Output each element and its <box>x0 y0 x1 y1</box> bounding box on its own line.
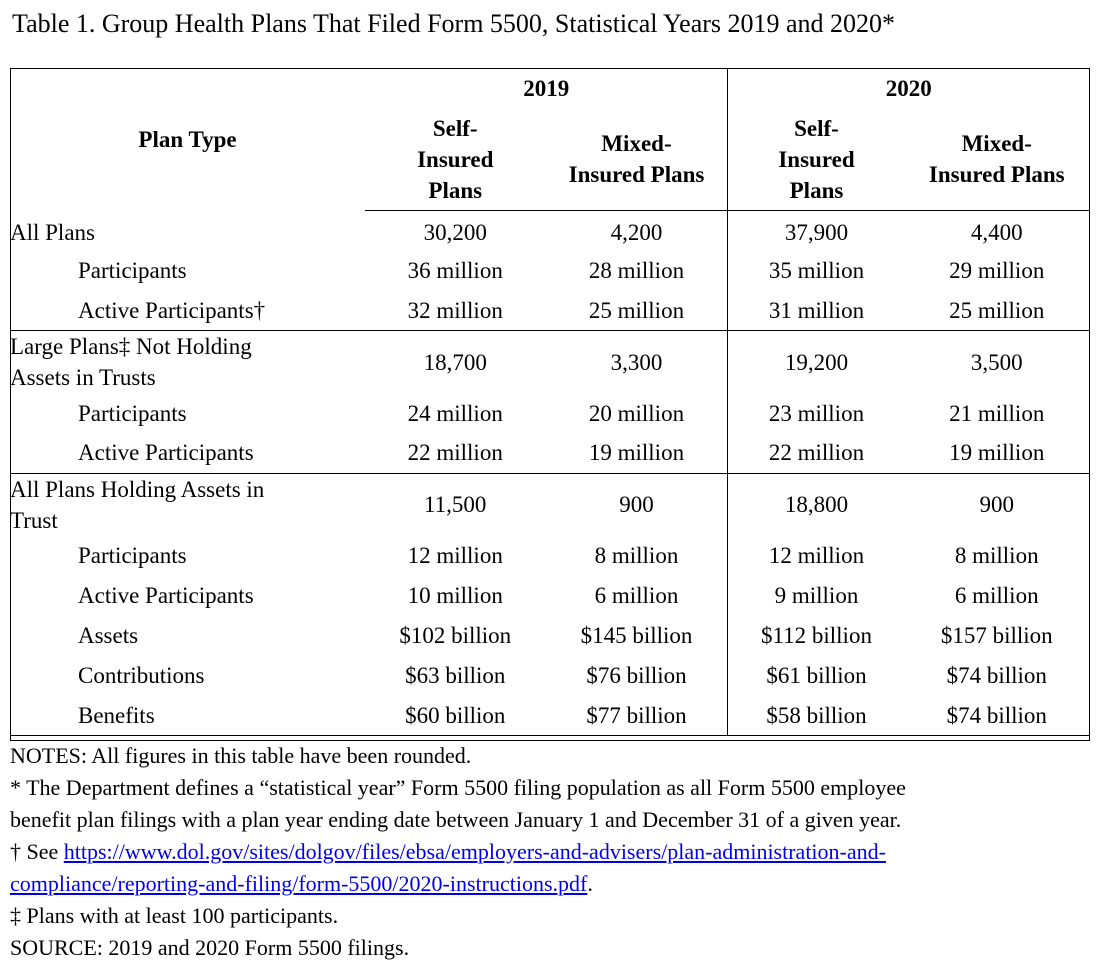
row-label: Participants <box>78 400 187 426</box>
table-cell: 18,700 <box>423 349 487 375</box>
table-cell: 18,800 <box>728 473 904 536</box>
table-cell: 6 million <box>594 583 679 608</box>
table-cell: 32 million <box>365 291 546 331</box>
table-cell: 3,300 <box>610 349 663 375</box>
table-cell: 19 million <box>545 433 728 473</box>
instructions-link-part1[interactable]: https://www.dol.gov/sites/dolgov/files/ebsa/employers-and-advisers/plan-administration-and- <box>63 839 886 864</box>
table-cell: 24 million <box>407 400 503 426</box>
instructions-link-part2[interactable]: compliance/reporting-and-filing/form-5500/2020-instructions.pdf <box>10 871 588 896</box>
table-cell: 10 million <box>407 583 503 608</box>
plan-type-header: Plan Type <box>138 126 237 152</box>
table-cell: 19 million <box>904 433 1089 473</box>
table-row <box>10 331 1089 394</box>
table-cell: 25 million <box>545 291 728 331</box>
table-cell: 22 million <box>728 433 904 473</box>
table-cell: $77 billion <box>545 696 728 736</box>
table-cell: 28 million <box>588 258 685 283</box>
subheader-mixed-insured-2020: Mixed- Insured Plans <box>904 108 1089 211</box>
row-label: All Plans <box>10 220 95 245</box>
subheader-self-insured-2020: Self- Insured Plans <box>728 108 904 211</box>
table-cell: 30,200 <box>423 220 487 246</box>
row-label: Contributions <box>78 663 205 688</box>
row-label: All Plans Holding Assets in Trust <box>10 476 265 533</box>
table-cell: 25 million <box>904 291 1089 331</box>
table-row <box>10 656 1089 696</box>
table-cell: 3,500 <box>970 349 1023 375</box>
table-row <box>10 433 1089 473</box>
table-cell: 8 million <box>594 543 679 568</box>
notes-source: SOURCE: 2019 and 2020 Form 5500 filings. <box>10 935 410 960</box>
table-row <box>10 696 1089 736</box>
table-cell: $60 billion <box>365 696 546 736</box>
table-cell: 35 million <box>728 251 904 291</box>
table-cell: 900 <box>619 492 654 517</box>
table-cell: 4,200 <box>610 220 663 246</box>
table-cell: $74 billion <box>904 696 1089 736</box>
table-row <box>10 251 1089 291</box>
row-label: Assets <box>78 623 139 648</box>
year-header-2020: 2020 <box>728 68 1089 108</box>
row-label: Active Participants <box>78 583 254 608</box>
notes-rounding: NOTES: All figures in this table have been rounded. <box>10 743 472 768</box>
table-cell: 31 million <box>728 291 904 331</box>
table-row <box>10 536 1089 576</box>
notes-dagger-cont: compliance/reporting-and-filing/form-5500/2020-instructions.pdf. <box>10 871 593 896</box>
table-row <box>10 576 1089 616</box>
table-notes <box>10 740 1110 964</box>
table-row <box>10 393 1089 433</box>
table-cell: 12 million <box>407 543 503 568</box>
data-table <box>10 68 1089 736</box>
table-cell: $102 billion <box>399 623 512 648</box>
subheader-self-insured-2019: Self- Insured Plans <box>365 108 546 211</box>
row-label: Active Participants† <box>10 291 365 331</box>
row-label: Participants <box>78 543 187 568</box>
notes-dagger: † See https://www.dol.gov/sites/dolgov/files/ebsa/employers-and-advisers/plan-administration-and- <box>10 839 886 864</box>
table-cell: 6 million <box>954 583 1039 608</box>
notes-statistical-year-1: * The Department defines a “statistical year” Form 5500 filing population as all Form 5500 employee <box>10 775 906 800</box>
table-cell: 21 million <box>949 400 1045 426</box>
table-cell: 20 million <box>588 400 685 426</box>
table-cell: 12 million <box>728 536 904 576</box>
subheader-mixed-insured-2019: Mixed- Insured Plans <box>545 108 728 211</box>
row-label: Large Plans‡ Not Holding Assets in Trusts <box>10 334 252 390</box>
table-cell: 36 million <box>407 258 503 283</box>
year-header-2019: 2019 <box>523 75 570 101</box>
table-cell: $74 billion <box>946 663 1047 688</box>
table-cell: $112 billion <box>728 616 904 656</box>
row-label: Participants <box>78 258 187 283</box>
table-cell: 11,500 <box>424 492 487 517</box>
table-cell: 900 <box>979 492 1014 517</box>
row-label: Active Participants <box>10 433 365 473</box>
table-cell: $76 billion <box>586 663 687 688</box>
table-cell: $61 billion <box>728 656 904 696</box>
table-cell: $157 billion <box>940 623 1053 648</box>
table-cell: 8 million <box>954 543 1039 568</box>
table-cell: 9 million <box>728 576 904 616</box>
table-cell: 22 million <box>365 433 546 473</box>
table-row <box>10 291 1089 331</box>
table-caption: Table 1. Group Health Plans That Filed Form 5500, Statistical Years 2019 and 2020* <box>12 9 896 38</box>
table-cell: $63 billion <box>405 663 506 688</box>
row-label: Benefits <box>10 696 365 736</box>
table-cell: 29 million <box>949 258 1045 283</box>
notes-statistical-year-2: benefit plan filings with a plan year ending date between January 1 and December 31 of a given year. <box>10 807 902 832</box>
table-cell: $145 billion <box>580 623 693 648</box>
table-cell: 4,400 <box>970 220 1023 246</box>
table-cell: 37,900 <box>728 211 904 251</box>
notes-large-plans: ‡ Plans with at least 100 participants. <box>10 903 339 928</box>
table-row <box>10 473 1089 536</box>
table-cell: 23 million <box>728 393 904 433</box>
table-row <box>10 211 1089 251</box>
table-cell: $58 billion <box>728 696 904 736</box>
table-cell: 19,200 <box>728 331 904 394</box>
table-row <box>10 616 1089 656</box>
